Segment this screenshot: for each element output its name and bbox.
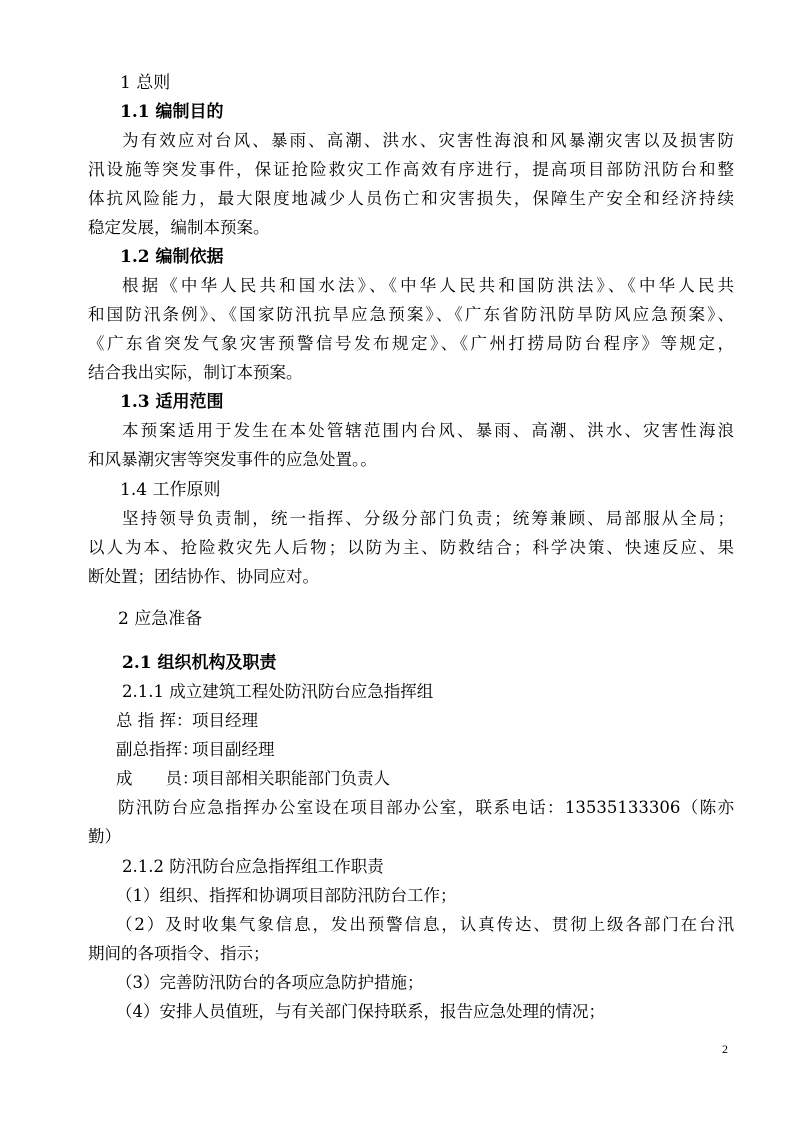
- office-contact-line-1: 防汛防台应急指挥办公室设在项目部办公室，联系电话：13535133306（陈亦: [118, 798, 734, 817]
- s1-1-line-2: 汛设施等突发事件，保证抢险救灾工作高效有序进行，提高项目部防汛防台和整: [88, 160, 734, 179]
- role-value: 项目副经理: [192, 740, 275, 759]
- s1-2-line-1: 根据《中华人民共和国水法》、《中华人民共和国防洪法》、《中华人民共: [122, 276, 734, 295]
- section-1-3-title: 1.3 适用范围: [120, 392, 224, 412]
- role-row-commander: [116, 710, 258, 732]
- section-2-1-title: 2.1 组织机构及职责: [122, 653, 277, 673]
- role-label: 成 员：: [116, 769, 199, 788]
- s1-1-line-1: 为有效应对台风、暴雨、高潮、洪水、灾害性海浪和风暴潮灾害以及损害防: [122, 131, 734, 150]
- role-value: 项目经理: [192, 711, 258, 730]
- section-2-1-2-title: 2.1.2 防汛防台应急指挥组工作职责: [122, 857, 384, 876]
- duty-item: （2）及时收集气象信息，发出预警信息，认真传达、贯彻上级各部门在台汛: [116, 915, 734, 934]
- s1-2-line-3: 《广东省突发气象灾害预警信号发布规定》、《广州打捞局防台程序》等规定，: [88, 334, 734, 353]
- s1-2-line-2: 和国防汛条例》、《国家防汛抗旱应急预案》、《广东省防汛防旱防风应急预案》、: [88, 305, 734, 324]
- role-value: 项目部相关职能部门负责人: [192, 769, 390, 788]
- s1-4-line-2: 以人为本、抢险救灾先人后物；以防为主、防救结合；科学决策、快速反应、果: [88, 538, 734, 557]
- duty-item: （4）安排人员值班，与有关部门保持联系，报告应急处理的情况；: [116, 1002, 605, 1021]
- office-contact-line-2: 勤）: [88, 827, 121, 846]
- role-row-deputy: [116, 739, 275, 761]
- section-2-1-1-title: 2.1.1 成立建筑工程处防汛防台应急指挥组: [122, 682, 434, 701]
- s1-2-line-4: 结合我出实际，制订本预案。: [88, 363, 303, 382]
- section-1-2-title: 1.2 编制依据: [120, 247, 224, 267]
- section-2-title: 2 应急准备: [118, 609, 203, 629]
- s1-1-line-4: 稳定发展，编制本预案。: [88, 218, 270, 237]
- role-row-members: [116, 768, 390, 790]
- section-1-4-title: 1.4 工作原则: [120, 480, 221, 500]
- duty-item-continued: 期间的各项指令、指示；: [88, 944, 270, 963]
- s1-3-line-1: 本预案适用于发生在本处管辖范围内台风、暴雨、高潮、洪水、灾害性海浪: [122, 421, 734, 440]
- role-label: 总 指 挥：: [116, 711, 193, 730]
- section-1-1-title: 1.1 编制目的: [120, 102, 224, 122]
- s1-3-line-2: 和风暴潮灾害等突发事件的应急处置。。: [88, 450, 377, 469]
- s1-1-line-3: 体抗风险能力，最大限度地减少人员伤亡和灾害损失，保障生产安全和经济持续: [88, 189, 734, 208]
- role-label: 副总指挥：: [116, 740, 199, 759]
- duty-item: （3）完善防汛防台的各项应急防护措施；: [116, 973, 424, 992]
- section-1-title: 1 总则: [120, 73, 171, 93]
- s1-4-line-1: 坚持领导负责制，统一指挥、分级分部门负责；统筹兼顾、局部服从全局；: [122, 509, 734, 528]
- page-number: 2: [722, 1042, 728, 1056]
- duty-item: （1）组织、指挥和协调项目部防汛防台工作；: [116, 886, 457, 905]
- s1-4-line-3: 断处置；团结协作、协同应对。: [88, 567, 319, 586]
